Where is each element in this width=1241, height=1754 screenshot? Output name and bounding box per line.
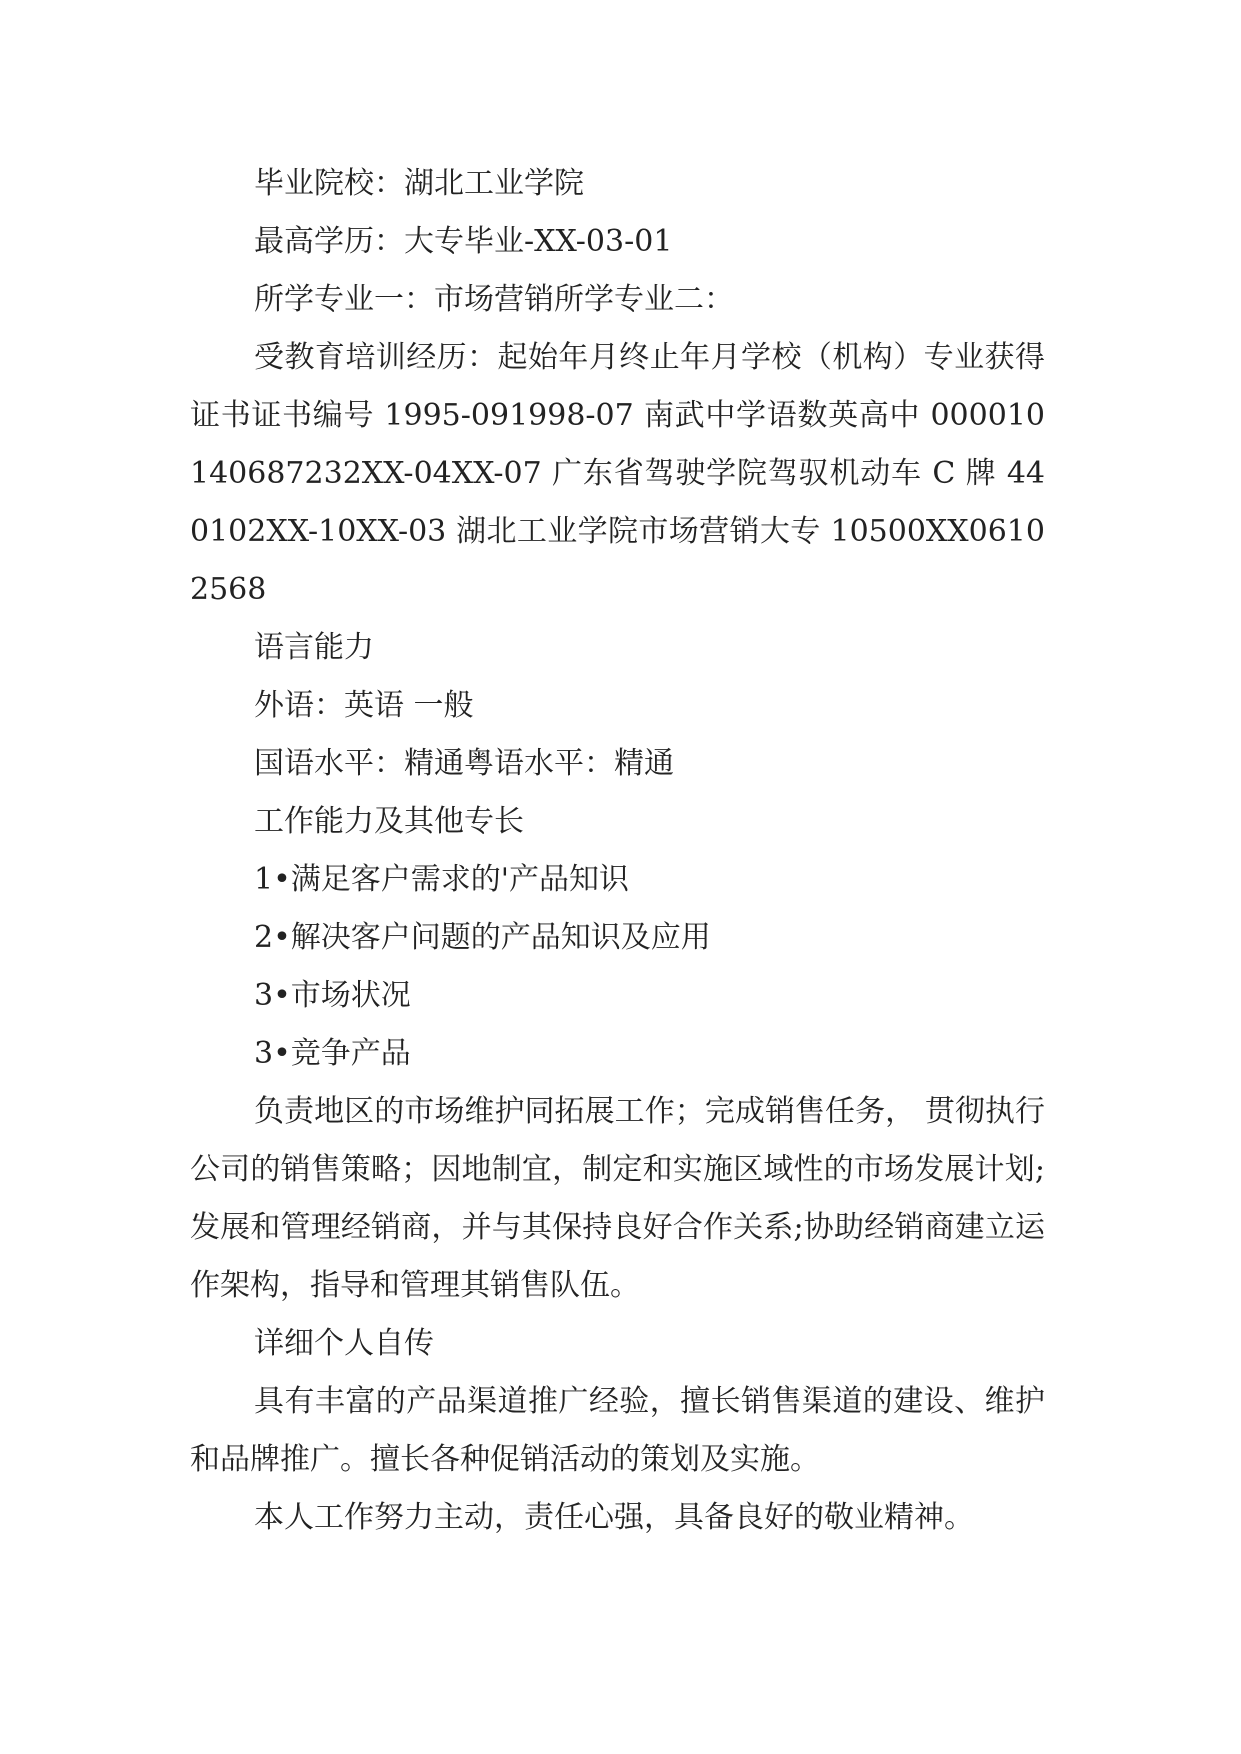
- job-responsibilities: 负责地区的市场维护同拓展工作；完成销售任务， 贯彻执行公司的销售策略；因地制宜，制定和实施区域性的市场发展计划;发展和管理经销商，并与其保持良好合作关系;协助经销商建立运作架构，指导和管理其销售队伍。: [190, 1094, 1045, 1303]
- section-heading-language: 语言能力: [254, 630, 374, 665]
- skill-item: 1•满足客户需求的'产品知识: [254, 862, 630, 897]
- education-history: 受教育培训经历：起始年月终止年月学校（机构）专业获得证书证书编号 1995-091998-07 南武中学语数英高中 000010140687232XX-04XX-07 广东省驾驶学院驾驭机动车 C 牌 440102XX-10XX-03 湖北工业学院市场营销大专 10500XX06102568: [190, 340, 1045, 607]
- document-body: [190, 155, 1045, 1547]
- major: 所学专业一：市场营销所学专业二：: [254, 282, 734, 317]
- section-heading-autobiography: 详细个人自传: [254, 1326, 434, 1361]
- skill-item: 3•竞争产品: [254, 1036, 411, 1071]
- skill-item: 3•市场状况: [254, 978, 411, 1013]
- highest-education: 最高学历：大专毕业-XX-03-01: [254, 224, 673, 259]
- foreign-language: 外语：英语 一般: [254, 688, 474, 723]
- autobiography-experience: 具有丰富的产品渠道推广经验，擅长销售渠道的建设、维护和品牌推广。擅长各种促销活动的策划及实施。: [190, 1384, 1045, 1477]
- autobiography-attitude: 本人工作努力主动，责任心强，具备良好的敬业精神。: [254, 1500, 974, 1535]
- mandarin-cantonese-level: 国语水平：精通粤语水平：精通: [254, 746, 674, 781]
- skill-item: 2•解决客户问题的产品知识及应用: [254, 920, 711, 955]
- section-heading-skills: 工作能力及其他专长: [254, 804, 524, 839]
- graduation-school: 毕业院校：湖北工业学院: [254, 166, 584, 201]
